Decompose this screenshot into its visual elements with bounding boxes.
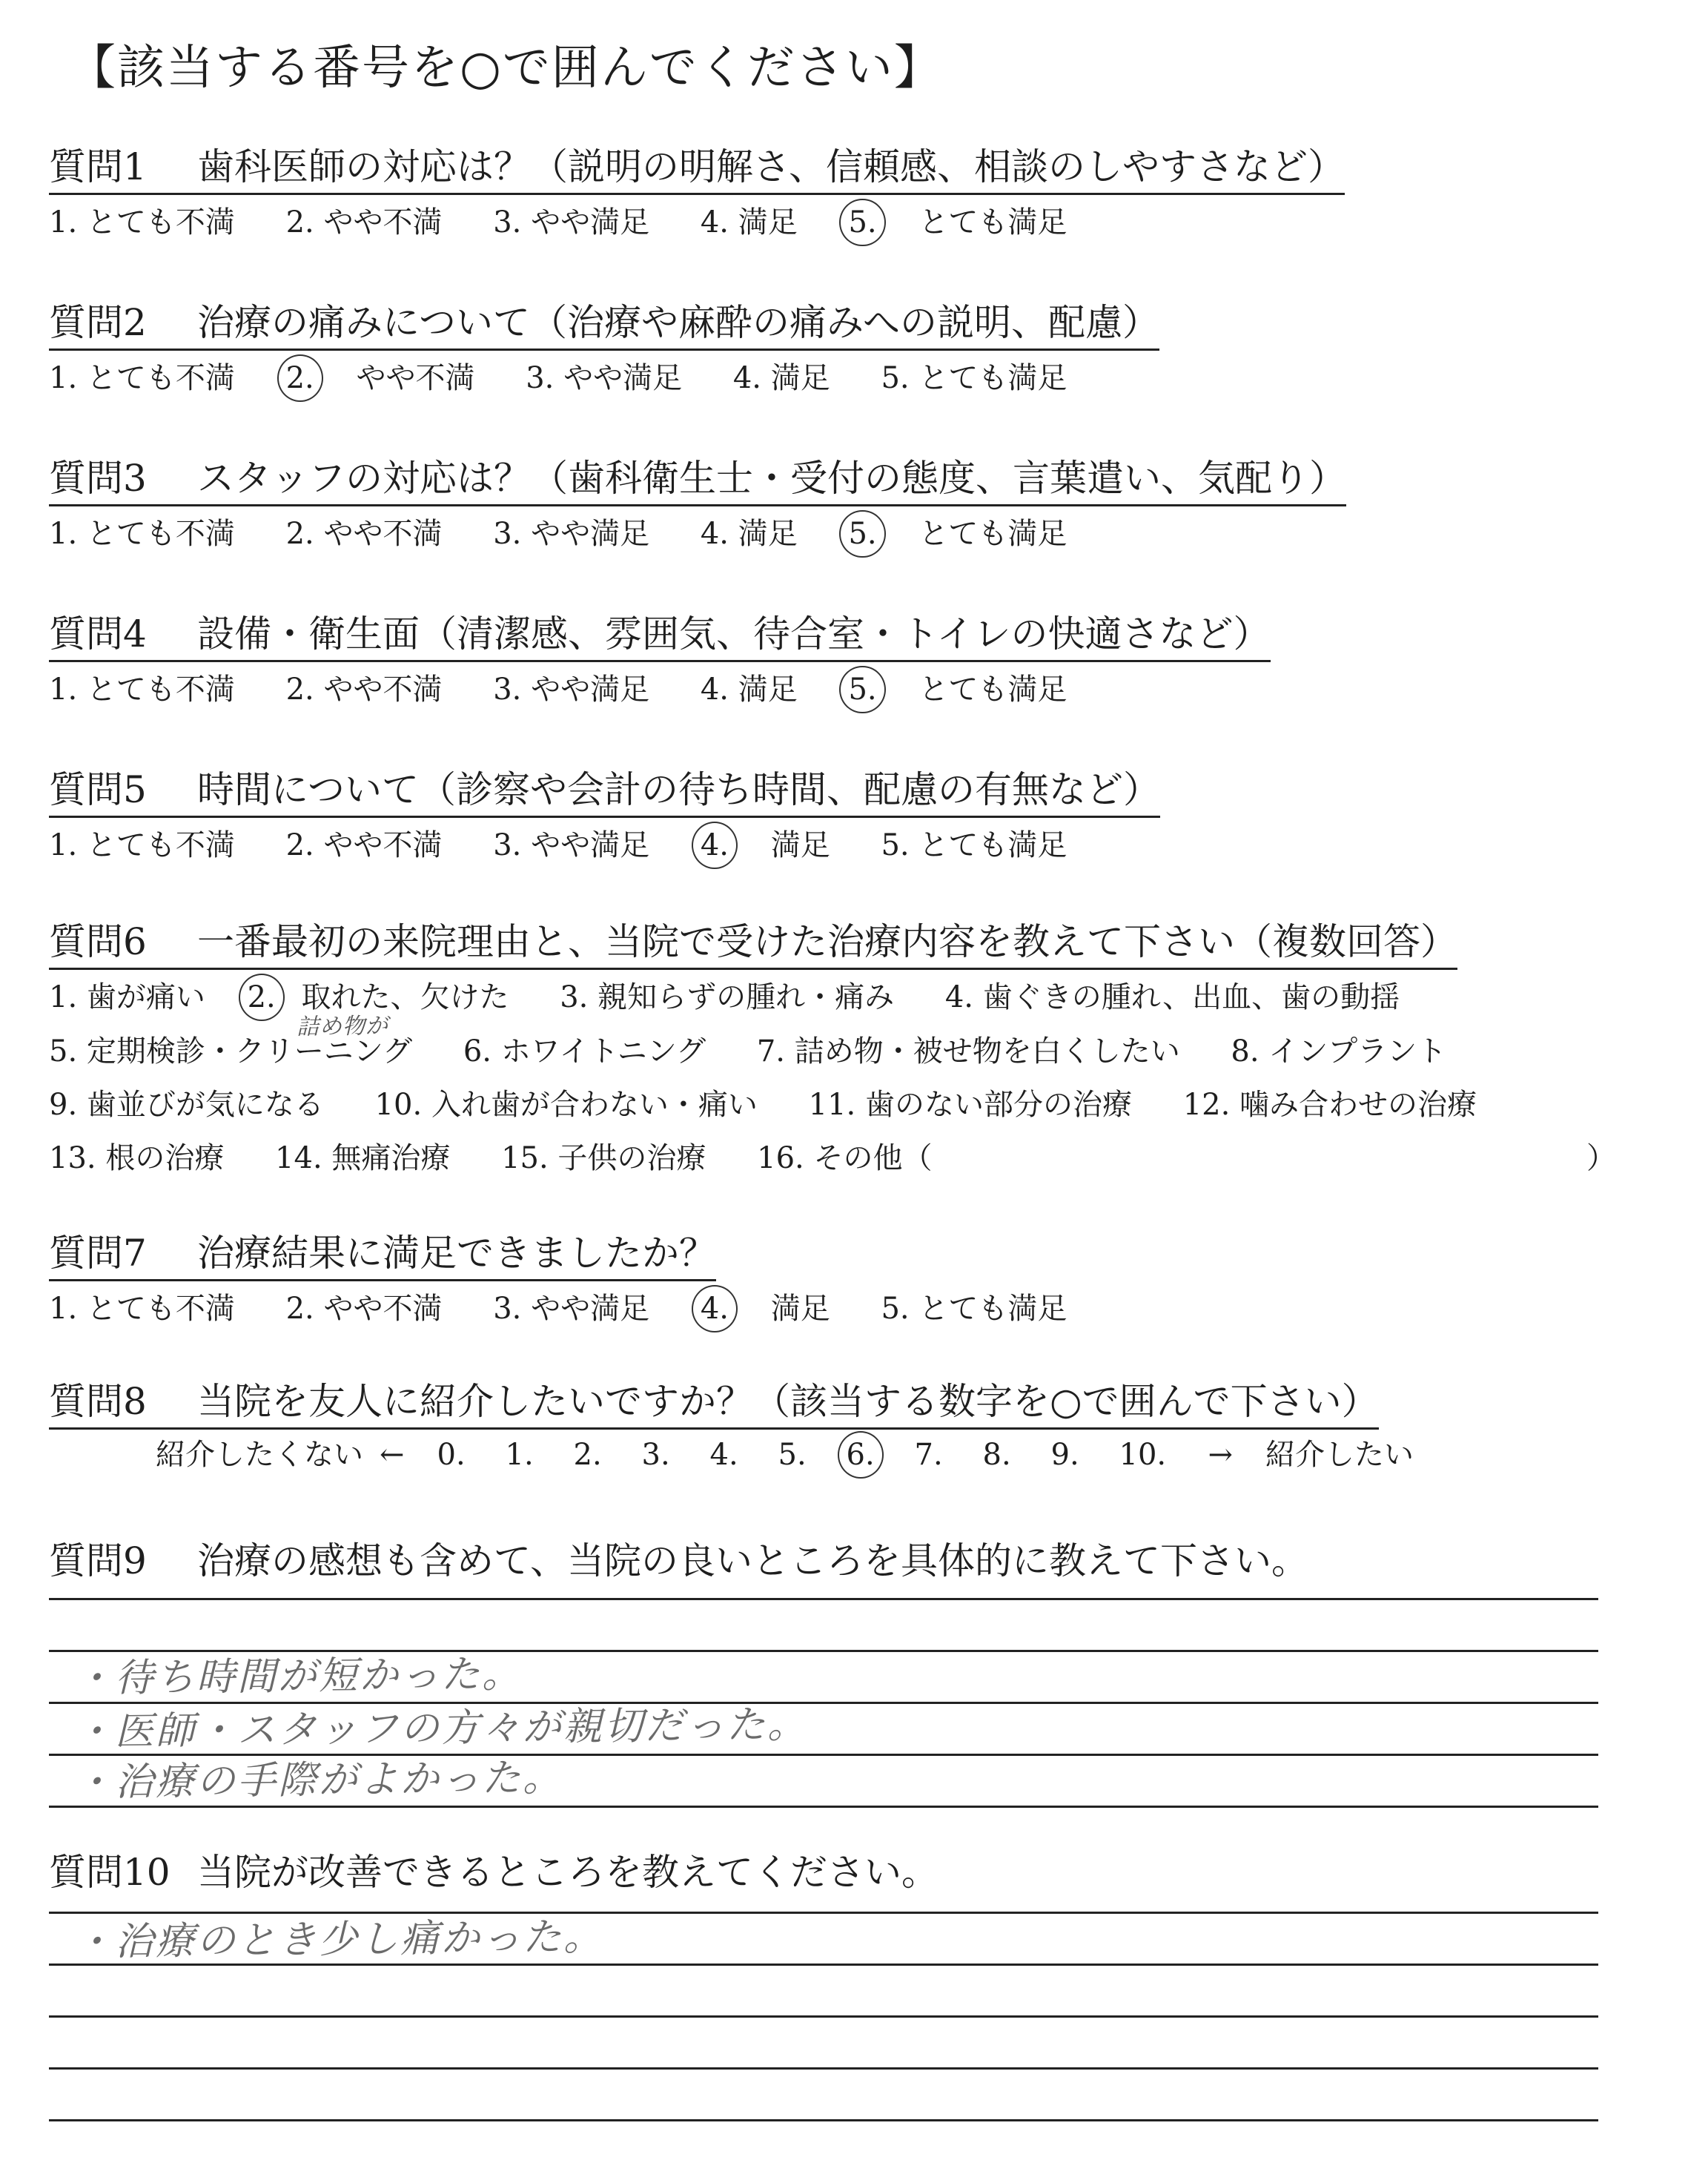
question-1-options: [49, 205, 1108, 240]
q6-option-5[interactable]: 5. 定期検診・クリーニング: [49, 1034, 413, 1069]
q7-option-2[interactable]: 2. やや不満: [285, 1292, 443, 1326]
question-2-label: 質問2: [49, 301, 147, 344]
q6-other-close-paren: ）: [1586, 1141, 1616, 1175]
question-2-title: [49, 301, 1159, 351]
question-6-text: 一番最初の来院理由と、当院で受けた治療内容を教えて下さい（複数回答）: [197, 920, 1457, 963]
q10-answer-1: ・治療のとき少し痛かった。: [73, 1915, 605, 1965]
q6-option-16[interactable]: 16. その他（: [757, 1141, 933, 1175]
q6-option-9[interactable]: 9. 歯並びが気になる: [49, 1088, 324, 1122]
question-3-text: スタッフの対応は？（歯科衛生士・受付の態度、言葉遣い、気配り）: [197, 457, 1346, 500]
q6-option-14[interactable]: 14. 無痛治療: [275, 1141, 451, 1175]
q8-tick-0[interactable]: 0.: [437, 1438, 466, 1472]
q5-option-1[interactable]: 1. とても不満: [49, 828, 235, 862]
question-6-row-3: [49, 1090, 1518, 1120]
question-5-text: 時間について（診察や会計の待ち時間、配慮の有無など）: [197, 768, 1160, 811]
q9-answer-1: ・待ち時間が短かった。: [73, 1651, 523, 1702]
q6-option-3[interactable]: 3. 親知らずの腫れ・痛み: [560, 980, 895, 1014]
q6-option-8[interactable]: 8. インプラント: [1231, 1034, 1447, 1069]
question-10-title: [49, 1851, 939, 1898]
question-8-scale: [156, 1440, 1430, 1470]
page-title: 【該当する番号を○で囲んでください】: [68, 41, 943, 96]
q4-option-5-label[interactable]: とても満足: [918, 673, 1068, 707]
q6-option-4[interactable]: 4. 歯ぐきの腫れ、出血、歯の動揺: [944, 980, 1400, 1014]
question-4-text: 設備・衛生面（清潔感、雰囲気、待合室・トイレの快適さなど）: [197, 612, 1271, 655]
q6-option-2-label[interactable]: 取れた、欠けた: [301, 980, 509, 1014]
question-7-title: [49, 1232, 716, 1281]
q2-option-2-circled[interactable]: 2.: [285, 361, 314, 395]
q8-low-label: 紹介したくない: [156, 1438, 363, 1472]
question-9-title: [49, 1539, 1308, 1587]
q8-tick-8[interactable]: 8.: [982, 1438, 1011, 1472]
q5-option-3[interactable]: 3. やや満足: [493, 828, 650, 862]
q8-tick-7[interactable]: 7.: [914, 1438, 943, 1472]
q5-option-2[interactable]: 2. やや不満: [285, 828, 443, 862]
question-9-label: 質問9: [49, 1539, 147, 1582]
q2-option-3[interactable]: 3. やや満足: [526, 361, 683, 395]
question-3-label: 質問3: [49, 457, 147, 500]
q3-option-4[interactable]: 4. 満足: [700, 517, 798, 551]
question-6-row-4: [49, 1143, 973, 1173]
question-9-text: 治療の感想も含めて、当院の良いところを具体的に教えて下さい。: [197, 1539, 1308, 1582]
q6-option-15[interactable]: 15. 子供の治療: [501, 1141, 706, 1175]
q6-option-1[interactable]: 1. 歯が痛い: [49, 980, 205, 1014]
question-7-options: [49, 1294, 1108, 1324]
q7-option-3[interactable]: 3. やや満足: [493, 1292, 650, 1326]
question-3-options: [49, 519, 1108, 549]
q8-tick-6-circled[interactable]: 6.: [846, 1438, 875, 1472]
question-10-text: 当院が改善できるところを教えてください。: [197, 1851, 939, 1894]
question-5-label: 質問5: [49, 768, 147, 811]
q8-tick-5[interactable]: 5.: [778, 1438, 807, 1472]
q6-option-6[interactable]: 6. ホワイトニング: [463, 1034, 706, 1069]
q6-option-11[interactable]: 11. 歯のない部分の治療: [808, 1088, 1132, 1122]
q1-option-5-circled[interactable]: 5.: [848, 205, 877, 240]
q4-option-5-circled[interactable]: 5.: [848, 673, 877, 707]
question-1-text: 歯科医師の対応は？（説明の明解さ、信頼感、相談のしやすさなど）: [197, 145, 1345, 188]
q8-tick-10[interactable]: 10.: [1119, 1438, 1167, 1472]
q2-option-1[interactable]: 1. とても不満: [49, 361, 235, 395]
question-10-label: 質問10: [49, 1851, 171, 1894]
q1-option-3[interactable]: 3. やや満足: [493, 205, 650, 240]
question-5-title: [49, 768, 1160, 818]
question-6-row-2: [49, 1034, 1488, 1069]
question-8-label: 質問8: [49, 1380, 147, 1423]
answer-line: [49, 2015, 1598, 2018]
answer-line: [49, 1754, 1598, 1756]
question-1-title: [49, 145, 1345, 195]
q8-left-arrow-icon: ←: [380, 1438, 405, 1472]
q3-option-5-circled[interactable]: 5.: [848, 517, 877, 551]
question-2-text: 治療の痛みについて（治療や麻酔の痛みへの説明、配慮）: [197, 301, 1159, 344]
q5-option-4-label[interactable]: 満足: [770, 828, 830, 862]
q1-option-5-label[interactable]: とても満足: [918, 205, 1068, 240]
question-1-label: 質問1: [49, 145, 147, 188]
q7-option-5[interactable]: 5. とても満足: [881, 1292, 1068, 1326]
q4-option-4[interactable]: 4. 満足: [700, 673, 798, 707]
question-2-options: [49, 363, 1108, 393]
q8-high-label: 紹介したい: [1265, 1438, 1414, 1472]
q8-tick-9[interactable]: 9.: [1050, 1438, 1079, 1472]
answer-line: [49, 1702, 1598, 1704]
question-4-label: 質問4: [49, 612, 147, 655]
question-5-options: [49, 830, 1108, 860]
question-4-title: [49, 612, 1271, 662]
answer-line: [49, 2119, 1598, 2121]
q8-tick-1[interactable]: 1.: [505, 1438, 534, 1472]
answer-line: [49, 1912, 1598, 1914]
q5-option-5[interactable]: 5. とても満足: [881, 828, 1068, 862]
question-6-label: 質問6: [49, 920, 147, 963]
q4-option-2[interactable]: 2. やや不満: [285, 673, 443, 707]
question-6-title: [49, 920, 1457, 970]
q3-option-3[interactable]: 3. やや満足: [493, 517, 650, 551]
q8-right-arrow-icon: →: [1208, 1438, 1234, 1472]
q3-option-5-label[interactable]: とても満足: [918, 517, 1068, 551]
q9-answer-3: ・治療の手際がよかった。: [73, 1755, 564, 1806]
question-6-row-1: [49, 982, 1441, 1012]
q3-option-1[interactable]: 1. とても不満: [49, 517, 235, 551]
question-7-label: 質問7: [49, 1232, 147, 1275]
q6-option-7[interactable]: 7. 詰め物・被せ物を白くしたい: [756, 1034, 1180, 1069]
q3-option-2[interactable]: 2. やや不満: [285, 517, 443, 551]
answer-line: [49, 1964, 1598, 1966]
q6-option-2-circled[interactable]: 2.: [247, 980, 276, 1014]
q1-option-4[interactable]: 4. 満足: [700, 205, 798, 240]
q5-option-4-circled[interactable]: 4.: [700, 828, 729, 862]
question-8-title: [49, 1380, 1379, 1430]
q8-tick-2[interactable]: 2.: [573, 1438, 602, 1472]
q6-option-13[interactable]: 13. 根の治療: [49, 1141, 225, 1175]
q8-tick-3[interactable]: 3.: [641, 1438, 670, 1472]
q1-option-1[interactable]: 1. とても不満: [49, 205, 235, 240]
q6-handwritten-note: 詰め物が: [296, 1013, 389, 1040]
q4-option-1[interactable]: 1. とても不満: [49, 673, 235, 707]
answer-line: [49, 1650, 1598, 1652]
answer-line: [49, 2067, 1598, 2070]
answer-line: [49, 1598, 1598, 1600]
question-3-title: [49, 457, 1346, 506]
q7-option-4-circled[interactable]: 4.: [700, 1292, 729, 1326]
q6-option-12[interactable]: 12. 噛み合わせの治療: [1182, 1088, 1477, 1122]
q9-answer-2: ・医師・スタッフの方々が親切だった。: [73, 1702, 809, 1755]
q1-option-2[interactable]: 2. やや不満: [285, 205, 443, 240]
question-4-options: [49, 673, 1108, 707]
q4-option-3[interactable]: 3. やや満足: [493, 673, 650, 707]
q6-option-10[interactable]: 10. 入れ歯が合わない・痛い: [374, 1088, 758, 1122]
answer-line: [49, 1806, 1598, 1808]
q2-option-2-label[interactable]: やや不満: [356, 361, 475, 395]
q2-option-5[interactable]: 5. とても満足: [881, 361, 1068, 395]
question-7-text: 治療結果に満足できましたか？: [197, 1232, 716, 1275]
q7-option-1[interactable]: 1. とても不満: [49, 1292, 235, 1326]
question-8-text: 当院を友人に紹介したいですか？（該当する数字を○で囲んで下さい）: [197, 1380, 1379, 1423]
q8-tick-4[interactable]: 4.: [709, 1438, 738, 1472]
q7-option-4-label[interactable]: 満足: [770, 1292, 830, 1326]
q2-option-4[interactable]: 4. 満足: [732, 361, 830, 395]
